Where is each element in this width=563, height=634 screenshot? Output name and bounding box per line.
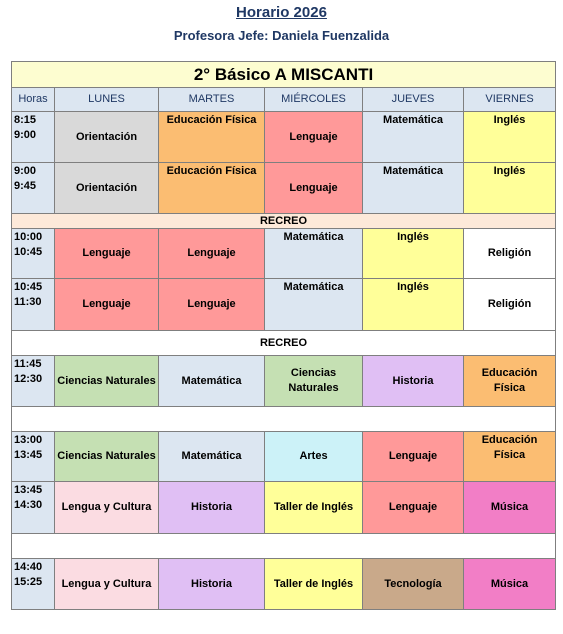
subject-cell: Música xyxy=(464,559,556,610)
time-cell xyxy=(12,163,55,214)
subject-cell: Lengua y Cultura xyxy=(55,482,159,534)
col-header-wednesday: MIÉRCOLES xyxy=(265,88,363,112)
course-banner-row xyxy=(12,62,556,88)
start-time: 10:45 xyxy=(14,281,43,293)
start-time: 11:45 xyxy=(14,358,42,370)
table-row xyxy=(12,432,556,482)
subject-cell: Lenguaje xyxy=(363,432,464,482)
subject-cell: Educación Física xyxy=(464,356,556,407)
subject-cell: Historia xyxy=(363,356,464,407)
subject-cell: Lenguaje xyxy=(159,229,265,279)
time-cell xyxy=(12,356,55,407)
empty-cell xyxy=(12,407,556,432)
subject-cell: Lengua y Cultura xyxy=(55,559,159,610)
subject-cell: Inglés xyxy=(464,163,556,214)
time-cell xyxy=(12,279,55,331)
course-title: 2° Básico A MISCANTI xyxy=(12,62,556,88)
start-time: 13:00 xyxy=(14,434,43,446)
subject-cell: Inglés xyxy=(464,112,556,163)
subject-cell: Lenguaje xyxy=(55,229,159,279)
subject-cell: Educación Física xyxy=(159,163,265,214)
schedule-table xyxy=(11,61,556,610)
subject-cell: Lenguaje xyxy=(55,279,159,331)
subject-cell: Lenguaje xyxy=(159,279,265,331)
start-time: 10:00 xyxy=(14,231,43,243)
subject-cell: Tecnología xyxy=(363,559,464,610)
subject-cell: Taller de Inglés xyxy=(265,559,363,610)
subject-cell: Inglés xyxy=(363,279,464,331)
recreo-label: RECREO xyxy=(12,331,556,356)
subject-cell: Matemática xyxy=(363,112,464,163)
subject-cell: Lenguaje xyxy=(363,482,464,534)
header-row xyxy=(12,88,556,112)
subject-cell: Artes xyxy=(265,432,363,482)
recreo-row xyxy=(12,214,556,229)
recreo-row xyxy=(12,331,556,356)
table-row xyxy=(12,229,556,279)
subject-cell: Orientación xyxy=(55,112,159,163)
end-time: 14:30 xyxy=(14,499,43,511)
end-time: 15:25 xyxy=(14,576,43,588)
end-time: 12:30 xyxy=(14,373,43,385)
subject-cell: Ciencias Naturales xyxy=(55,356,159,407)
subject-cell: Matemática xyxy=(265,279,363,331)
start-time: 13:45 xyxy=(14,484,43,496)
time-cell xyxy=(12,482,55,534)
empty-cell xyxy=(12,534,556,559)
col-header-monday: LUNES xyxy=(55,88,159,112)
end-time: 9:45 xyxy=(14,180,37,192)
recreo-label: RECREO xyxy=(12,214,556,229)
subject-cell: Matemática xyxy=(159,432,265,482)
end-time: 10:45 xyxy=(14,246,43,258)
subject-cell: Religión xyxy=(464,229,556,279)
subject-cell: Lenguaje xyxy=(265,112,363,163)
subject-cell: Taller de Inglés xyxy=(265,482,363,534)
subject-cell: Matemática xyxy=(159,356,265,407)
time-cell xyxy=(12,112,55,163)
subject-cell: Orientación xyxy=(55,163,159,214)
subject-cell: Ciencias Naturales xyxy=(265,356,363,407)
subject-cell: Educación Física xyxy=(464,432,556,482)
time-cell xyxy=(12,432,55,482)
start-time: 9:00 xyxy=(14,165,37,177)
table-row xyxy=(12,559,556,610)
table-row xyxy=(12,356,556,407)
subject-cell: Historia xyxy=(159,559,265,610)
subject-cell: Inglés xyxy=(363,229,464,279)
col-header-tuesday: MARTES xyxy=(159,88,265,112)
blank-row xyxy=(12,407,556,432)
subject-cell: Ciencias Naturales xyxy=(55,432,159,482)
end-time: 11:30 xyxy=(14,296,42,308)
subject-cell: Música xyxy=(464,482,556,534)
page-title: Horario 2026 xyxy=(236,4,327,21)
table-row xyxy=(12,482,556,534)
subject-cell: Matemática xyxy=(363,163,464,214)
col-header-thursday: JUEVES xyxy=(363,88,464,112)
col-header-hours: Horas xyxy=(12,88,55,112)
table-row xyxy=(12,163,556,214)
subject-cell: Educación Física xyxy=(159,112,265,163)
subject-cell: Religión xyxy=(464,279,556,331)
subject-cell: Lenguaje xyxy=(265,163,363,214)
start-time: 14:40 xyxy=(14,561,43,573)
table-row xyxy=(12,112,556,163)
subject-cell: Matemática xyxy=(265,229,363,279)
start-time: 8:15 xyxy=(14,114,37,126)
end-time: 13:45 xyxy=(14,449,43,461)
col-header-friday: VIERNES xyxy=(464,88,556,112)
time-cell xyxy=(12,559,55,610)
teacher-subtitle: Profesora Jefe: Daniela Fuenzalida xyxy=(173,28,390,43)
subject-cell: Historia xyxy=(159,482,265,534)
blank-row xyxy=(12,534,556,559)
end-time: 9:00 xyxy=(14,129,37,141)
table-row xyxy=(12,279,556,331)
time-cell xyxy=(12,229,55,279)
